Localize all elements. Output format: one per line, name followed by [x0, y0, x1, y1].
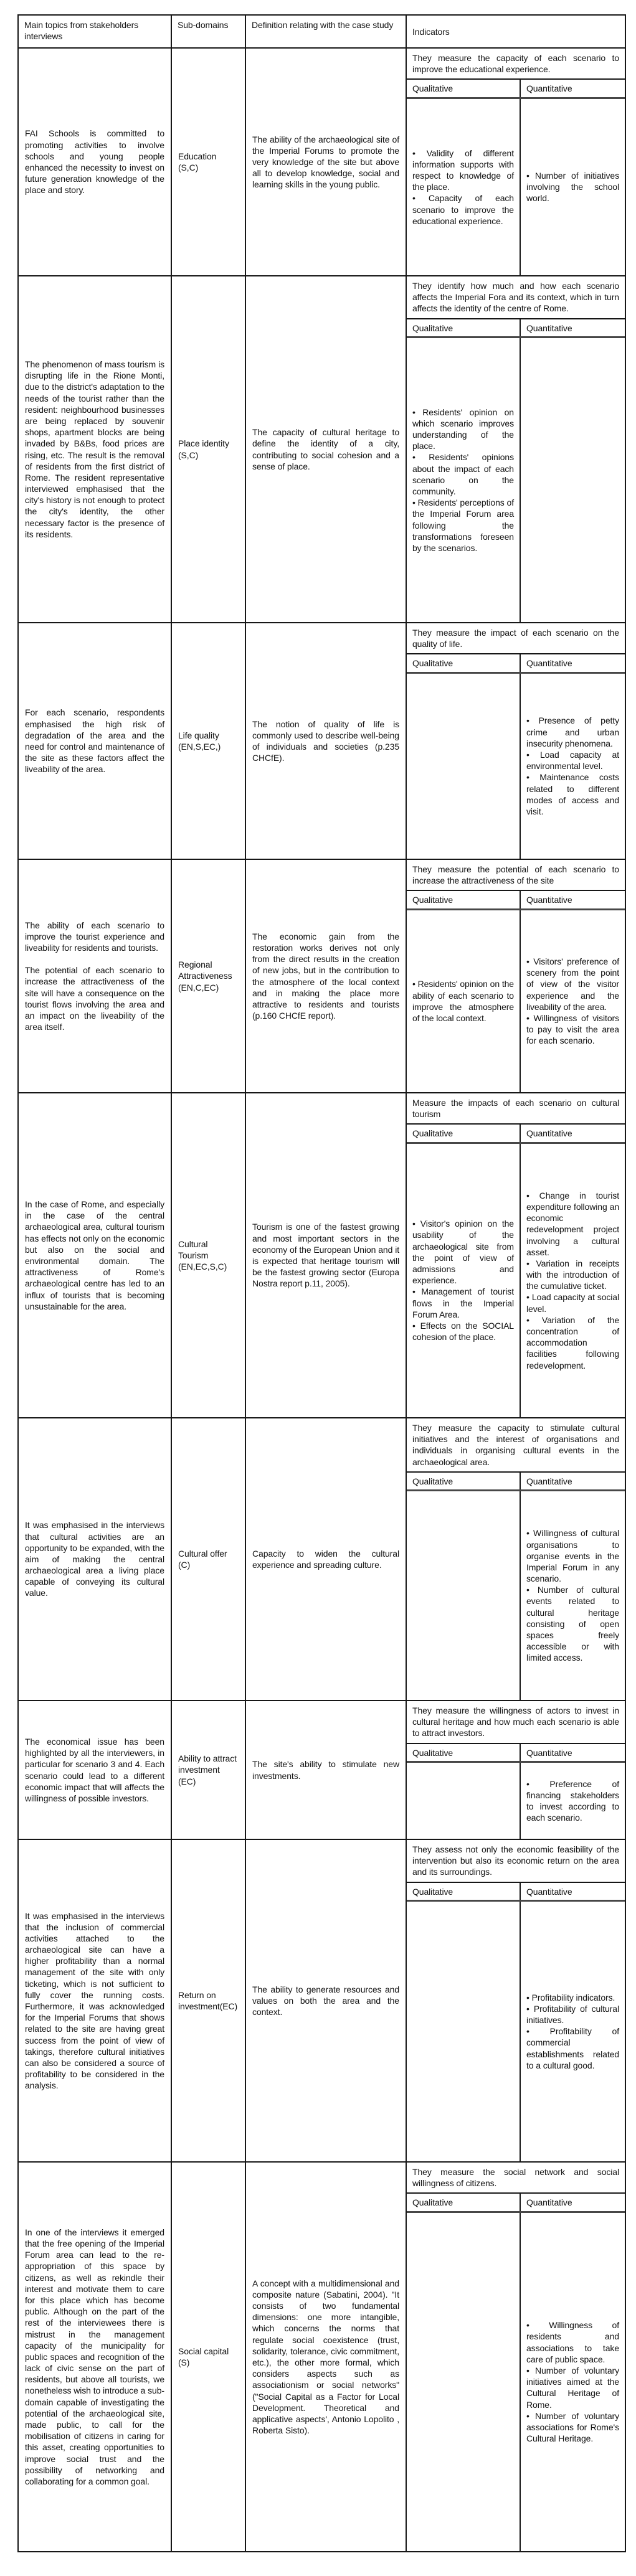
row-ability-to-attract-investment	[19, 1700, 625, 1839]
indicators-cell	[407, 1701, 625, 1839]
qualitative-subheader: Qualitative	[407, 2194, 521, 2210]
quantitative-subheader: Quantitative	[526, 1747, 572, 1758]
definition-text: A concept with a multidimensional and composite nature (Sabatini, 2004). "It consists of two fundamental dimensions: one more intangible, which concerns the norms that regulate social coexistence (trust, solidarity, tolerance, civic commitment, etc.), the other more formal, which considers aspects such as associationism or social networks" ("Social Capital as a Factor for Local Development. Theoretical and applicative aspects', Antonio Lopolito , Roberta Sisto).	[252, 2278, 399, 2436]
main-topic-text	[19, 702, 171, 780]
quantitative-bullets	[526, 1527, 619, 1663]
quantitative-bullet: • Variation of the concentration of accommodation facilities following redevelopment.	[526, 1314, 619, 1371]
definition-text: The capacity of cultural heritage to define the identity of a city, contributing to social cohesion and a sense of place.	[252, 427, 399, 471]
indicators-measure-text: They assess not only the economic feasibility of the intervention but also its economic return on the area and its surroundings.	[407, 1840, 625, 1883]
quantitative-bullet: • Profitability of commercial establishments related to a cultural good.	[526, 2026, 619, 2070]
qualitative-bullet: • Residents' opinion on which scenario improves understanding of the place.	[412, 407, 514, 451]
main-topic-cell	[19, 1840, 172, 2161]
header-row	[19, 16, 625, 47]
quantitative-cell	[521, 1902, 625, 2161]
main-topic-cell	[19, 860, 172, 1092]
definition-text: The ability to generate resources and values on both the area and the context.	[252, 1984, 399, 2017]
row-social-capital	[19, 2161, 625, 2551]
row-regional-attractiveness	[19, 859, 625, 1092]
indicators-measure-text: They measure the impact of each scenario on the quality of life.	[407, 623, 625, 654]
main-topic-cell	[19, 1701, 172, 1839]
indicators-cell	[407, 49, 625, 275]
row-place-identity	[19, 275, 625, 622]
quantitative-bullet: • Profitability of cultural initiatives.	[526, 2003, 619, 2026]
indicators-measure-text: Measure the impacts of each scenario on cultural tourism	[407, 1093, 625, 1125]
col-header-indicators: Indicators	[412, 27, 450, 37]
main-topic-paragraph: In the case of Rome, and especially in the case of the central archaeological area, cultural tourism has effects not only on the economic but also on the social and environmental domain. The attractiveness of Rome's archaeological centre has led to an influx of tourists that is becoming unsustainable for the area.	[25, 1199, 164, 1311]
quantitative-bullets	[526, 1992, 619, 2071]
definition-cell	[246, 623, 407, 859]
definition-cell	[246, 1840, 407, 2161]
qualitative-subheader: Qualitative	[407, 1744, 521, 1761]
sub-domain-cell	[172, 623, 246, 859]
qualitative-bullets	[412, 1218, 514, 1342]
quantitative-bullets	[526, 715, 619, 817]
quantitative-bullets	[526, 956, 619, 1047]
quantitative-subheader: Quantitative	[526, 2197, 572, 2208]
quantitative-bullets	[526, 1778, 619, 1824]
col-header-sub-domains: Sub-domains	[172, 16, 246, 47]
indicators-cell	[407, 1418, 625, 1700]
sub-domain-cell	[172, 276, 246, 622]
indicator-subheaders	[407, 319, 625, 338]
main-topic-paragraph: It was emphasised in the interviews that the inclusion of commercial activities attached to the archaeological site can have a higher profitability than a normal management of the site with only ticketing, which is not sufficient to fully cover the running costs. Furthermore, it was acknowledged for the Imperial Forums that shows related to the site are having great success from the point of view of takings, therefore cultural initiatives can also be considered a source of profitability to be considered in the analysis.	[25, 1910, 164, 2091]
quantitative-bullet: • Willingness of cultural organisations to organise events in the Imperial Forum in any scenario.	[526, 1528, 619, 1584]
main-topic-cell	[19, 1093, 172, 1417]
indicator-subheaders	[407, 2194, 625, 2212]
qualitative-bullet: • Residents' opinions about the impact of each scenario on the community.	[412, 452, 514, 496]
indicator-subheaders	[407, 1125, 625, 1143]
sub-domain-cell	[172, 49, 246, 275]
qualitative-cell	[407, 910, 521, 1092]
quantitative-bullet: • Change in tourist expenditure following an economic redevelopment project involving a cultural asset.	[526, 1190, 619, 1257]
qualitative-cell	[407, 674, 521, 859]
indicators-cell	[407, 860, 625, 1092]
qualitative-bullets	[412, 148, 514, 227]
qualitative-cell	[407, 1144, 521, 1417]
quantitative-cell	[521, 338, 625, 622]
sub-domain-label: Life quality (EN,S,EC,)	[178, 730, 221, 752]
indicators-measure-text: They measure the social network and social willingness of citizens.	[407, 2163, 625, 2194]
main-topic-cell	[19, 49, 172, 275]
sub-domain-cell	[172, 1093, 246, 1417]
qualitative-cell	[407, 1763, 521, 1839]
quantitative-bullet: • Maintenance costs related to different modes of access and visit.	[526, 772, 619, 816]
main-topic-cell	[19, 1418, 172, 1700]
quantitative-bullet: • Profitability indicators.	[526, 1992, 615, 2003]
qualitative-cell	[407, 1902, 521, 2161]
col-header-main-topics: Main topics from stakeholders interviews	[19, 16, 172, 47]
quantitative-cell	[521, 1763, 625, 1839]
indicators-measure-text: They measure the capacity of each scenario to improve the educational experience.	[407, 49, 625, 80]
qualitative-bullet: • Visitor's opinion on the usability of the archaeological site from the point of view of admissions and experience.	[412, 1219, 514, 1286]
indicator-subheaders	[407, 1883, 625, 1902]
main-topic-paragraph: The ability of each scenario to improve the tourist experience and liveability for residents and tourists.	[25, 920, 164, 953]
qualitative-cell	[407, 2213, 521, 2551]
main-topic-paragraph: In one of the interviews it emerged that the free opening of the Imperial Forum area can lead to the re-appropriation of this space by citizens, as well as rekindle their interest and motivate them to care for this place which has become public. Although on the part of the rest of the interviewees there is mistrust in the management capacity of the municipality for public spaces and recognition of the lack of civic sense on the part of residents, but above all tourists, we nonetheless wish to introduce a sub-domain capable of investigating the potential of the archaeological site, made public, to call for the mobilisation of citizens in caring for this asset, creating opportunities to improve social trust and the possibility of networking and collaborating for a common goal.	[25, 2227, 164, 2486]
sub-domain-cell	[172, 1701, 246, 1839]
definition-text: The ability of the archaeological site of the Imperial Forums to promote the very knowledge of the site but above all to develop knowledge, social and learning skills in the young public.	[252, 134, 399, 190]
quantitative-cell	[521, 674, 625, 859]
qualitative-subheader: Qualitative	[407, 1125, 521, 1141]
row-cultural-offer	[19, 1417, 625, 1700]
qualitative-subheader: Qualitative	[407, 1883, 521, 1900]
indicators-measure-text: They measure the willingness of actors to invest in cultural heritage and how much each scenario is able to attract investors.	[407, 1701, 625, 1744]
quantitative-cell	[521, 1144, 625, 1417]
qualitative-bullets	[412, 407, 514, 554]
indicators-cell	[407, 276, 625, 622]
main-topic-cell	[19, 2163, 172, 2551]
sub-domain-label: Social capital (S)	[178, 2346, 229, 2367]
indicators-cell	[407, 623, 625, 859]
qualitative-bullet: • Residents' perceptions of the Imperial Forum area following the transformations foreseen by the scenarios.	[412, 498, 514, 553]
quantitative-bullet: • Willingness of residents and associations to take care of public space.	[526, 2320, 619, 2364]
main-topic-paragraph: FAI Schools is committed to promoting activities to involve schools and young people enhanced the necessity to invest on future generation knowledge of the place and story.	[25, 128, 164, 196]
qualitative-cell	[407, 338, 521, 622]
sub-domain-label: Regional Attractiveness (EN,C,EC)	[178, 960, 232, 993]
sub-domain-label: Ability to attract investment (EC)	[178, 1753, 237, 1786]
indicators-measure-text: They measure the capacity to stimulate cultural initiatives and the interest of organisations and individuals in organising cultural events in the archaeological area.	[407, 1418, 625, 1473]
definition-text: The site's ability to stimulate new investments.	[252, 1759, 399, 1781]
quantitative-cell	[521, 99, 625, 275]
qualitative-cell	[407, 1491, 521, 1700]
quantitative-bullets	[526, 170, 619, 204]
sub-domain-label: Place identity (S,C)	[178, 438, 229, 460]
indicators-cell	[407, 1093, 625, 1417]
row-education	[19, 47, 625, 275]
quantitative-cell	[521, 2213, 625, 2551]
indicators-measure-text: They measure the potential of each scenario to increase the attractiveness of the site	[407, 860, 625, 891]
quantitative-bullet: • Variation in receipts with the introduction of the cumulative ticket.	[526, 1258, 619, 1291]
col-header-definition: Definition relating with the case study	[246, 16, 407, 47]
sub-domain-label: Cultural offer (C)	[178, 1548, 227, 1570]
main-topic-paragraph: The phenomenon of mass tourism is disrupting life in the Rione Monti, due to the district's adaptation to the needs of the tourist rather than the resident: neighbourhood businesses are being replaced by souvenir shops, apartment blocks are being invaded by B&Bs, food prices are rising, etc. The result is the removal of residents from the first district of Rome. The resident representative interviewed emphasised that the city's history is not enough to protect the city's identity, the other necessary factor is the presence of its residents.	[25, 359, 164, 539]
quantitative-bullet: • Visitors' preference of scenery from the point of view of the visitor experience and the liveability of the area.	[526, 956, 619, 1012]
quantitative-bullet: • Preference of financing stakeholders to invest according to each scenario.	[526, 1778, 619, 1823]
main-topic-paragraph: The potential of each scenario to increase the attractiveness of the site will have a consequence on the tourist flows involving the area and an impact on the liveability of the area itself.	[25, 965, 164, 1032]
qualitative-subheader: Qualitative	[407, 1473, 521, 1489]
main-topic-paragraph: For each scenario, respondents emphasised the high risk of degradation of the area and the need for control and maintenance of the site as these factors affect the liveability of the area.	[25, 707, 164, 775]
main-topic-text	[19, 1905, 171, 2097]
stakeholder-indicators-table	[17, 14, 626, 2552]
qualitative-subheader: Qualitative	[407, 80, 521, 97]
main-topic-cell	[19, 276, 172, 622]
qualitative-bullet: • Validity of different information supports with respect to knowledge of the place.	[412, 148, 514, 192]
sub-domain-cell	[172, 1840, 246, 2161]
quantitative-bullet: • Number of cultural events related to cultural heritage consisting of open spaces freely accessible or with limited access.	[526, 1585, 619, 1663]
indicator-subheaders	[407, 891, 625, 910]
quantitative-subheader: Quantitative	[526, 658, 572, 669]
sub-domain-label: Cultural Tourism (EN,EC,S,C)	[178, 1238, 227, 1272]
quantitative-subheader: Quantitative	[526, 1128, 572, 1139]
indicator-subheaders	[407, 1473, 625, 1491]
main-topic-text	[19, 2222, 171, 2492]
main-topic-text	[19, 915, 171, 1038]
qualitative-subheader: Qualitative	[407, 891, 521, 908]
indicator-subheaders	[407, 654, 625, 673]
quantitative-bullet: • Number of voluntary associations for Rome's Cultural Heritage.	[526, 2410, 619, 2444]
main-topic-paragraph: It was emphasised in the interviews that cultural activities are an opportunity to be expanded, with the aim of making the central archaeological area a living place capable of conveying its cultural value.	[25, 1520, 164, 1598]
qualitative-bullets	[412, 978, 514, 1024]
row-return-on-investment	[19, 1839, 625, 2161]
quantitative-bullet: • Load capacity at social level.	[526, 1292, 619, 1314]
definition-cell	[246, 276, 407, 622]
main-topic-paragraph: The economical issue has been highlighted by all the interviewers, in particular for scenario 3 and 4. Each scenario could lead to a different economic impact that will affects the willingness of possible investors.	[25, 1736, 164, 1803]
quantitative-subheader: Quantitative	[526, 323, 572, 333]
main-topic-text	[19, 1514, 171, 1603]
definition-text: The economic gain from the restoration works derives not only from the direct results in the creation of new jobs, but in the contribution to the atmosphere of the local context and in making the place more attractive to residents and tourists (p.160 CHCfE report).	[252, 931, 399, 1021]
quantitative-subheader: Quantitative	[526, 83, 572, 94]
definition-text: Tourism is one of the fastest growing and most important sectors in the economy of the European Union and it is expected that heritage tourism will be the fastest growing sector (Europa Nostra report p.11, 2005).	[252, 1222, 399, 1289]
sub-domain-label: Education (S,C)	[178, 151, 217, 172]
definition-cell	[246, 860, 407, 1092]
page	[0, 14, 636, 2576]
definition-cell	[246, 1093, 407, 1417]
indicator-subheaders	[407, 1744, 625, 1763]
quantitative-bullet: • Number of voluntary initiatives aimed at the Cultural Heritage of Rome.	[526, 2366, 619, 2410]
qualitative-bullet: • Capacity of each scenario to improve the educational experience.	[412, 193, 514, 226]
quantitative-bullet: • Number of initiatives involving the school world.	[526, 171, 619, 204]
quantitative-bullets	[526, 2319, 619, 2444]
qualitative-subheader: Qualitative	[407, 654, 521, 671]
quantitative-bullet: • Load capacity at environmental level.	[526, 750, 619, 771]
indicators-cell	[407, 2163, 625, 2551]
definition-cell	[246, 1418, 407, 1700]
main-topic-cell	[19, 623, 172, 859]
sub-domain-cell	[172, 2163, 246, 2551]
indicator-subheaders	[407, 80, 625, 98]
sub-domain-label: Return on investment(EC)	[178, 1989, 238, 2011]
qualitative-subheader: Qualitative	[407, 319, 521, 336]
quantitative-bullet: • Willingness of visitors to pay to visit the area for each scenario.	[526, 1012, 619, 1046]
main-topic-text	[19, 1731, 171, 1809]
definition-text: Capacity to widen the cultural experience and spreading culture.	[252, 1548, 399, 1570]
indicators-cell	[407, 1840, 625, 2161]
quantitative-bullets	[526, 1190, 619, 1371]
quantitative-cell	[521, 1491, 625, 1700]
sub-domain-cell	[172, 1418, 246, 1700]
main-topic-text	[19, 354, 171, 545]
definition-cell	[246, 49, 407, 275]
quantitative-bullet: • Presence of petty crime and urban insecurity phenomena.	[526, 715, 619, 748]
quantitative-cell	[521, 910, 625, 1092]
row-life-quality	[19, 622, 625, 859]
qualitative-bullet: • Effects on the SOCIAL cohesion of the place.	[412, 1320, 514, 1342]
quantitative-subheader: Quantitative	[526, 895, 572, 905]
indicators-measure-text: They identify how much and how each scenario affects the Imperial Fora and its context, which in turn affects the identity of the centre of Rome.	[407, 276, 625, 319]
row-cultural-tourism	[19, 1092, 625, 1417]
qualitative-bullet: • Residents' opinion on the ability of each scenario to improve the atmosphere of the local context.	[412, 979, 514, 1023]
definition-text: The notion of quality of life is commonly used to describe well-being of individuals and societies (p.235 CHCfE).	[252, 719, 399, 763]
main-topic-text	[19, 123, 171, 201]
quantitative-subheader: Quantitative	[526, 1886, 572, 1897]
definition-cell	[246, 2163, 407, 2551]
sub-domain-cell	[172, 860, 246, 1092]
qualitative-cell	[407, 99, 521, 275]
quantitative-subheader: Quantitative	[526, 1476, 572, 1486]
definition-cell	[246, 1701, 407, 1839]
main-topic-text	[19, 1194, 171, 1317]
qualitative-bullet: • Management of tourist flows in the Imperial Forum Area.	[412, 1286, 514, 1319]
